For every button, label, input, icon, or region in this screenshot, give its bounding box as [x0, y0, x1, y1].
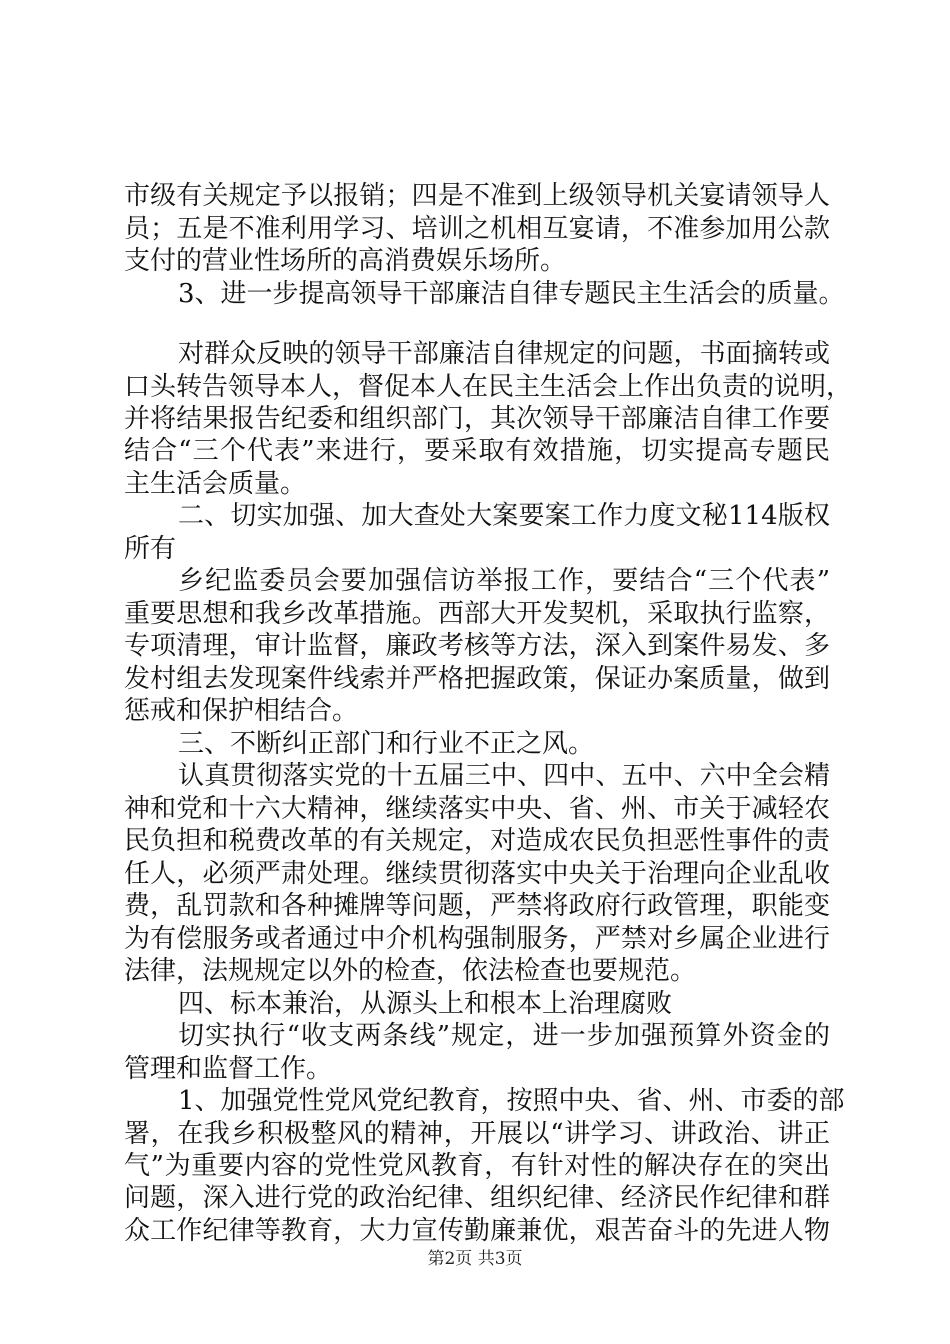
text-line-15: 发村组去发现案件线索并严格把握政策，保证办案质量，做到	[124, 664, 830, 694]
text-line-29: 署，在我乡积极整风的精神，开展以“讲学习、讲政治、讲正	[124, 1119, 830, 1149]
text-line-28: 1、加强党性党风党纪教育，按照中央、省、州、市委的部	[178, 1086, 845, 1116]
text-line-21: 任人，必须严肃处理。继续贯彻落实中央关于治理向企业乱收	[124, 859, 830, 889]
text-line-11: 所有	[124, 534, 177, 564]
text-line-13: 重要思想和我乡改革措施。西部大开发契机，采取执行监察，	[124, 599, 830, 629]
text-line-26: 切实执行“收支两条线”规定，进一步加强预算外资金的	[178, 1021, 830, 1051]
text-line-14: 专项清理，审计监督，廉政考核等方法，深入到案件易发、多	[124, 631, 830, 661]
text-line-4: 3、进一步提高领导干部廉洁自律专题民主生活会的质量。	[178, 279, 845, 309]
page-footer: 第2页 共3页	[427, 1249, 523, 1269]
section-heading-2: 二、切实加强、加大查处大案要案工作力度文秘114版权	[178, 501, 830, 531]
text-line-5: 对群众反映的领导干部廉洁自律规定的问题，书面摘转或	[178, 339, 830, 369]
text-line-7: 并将结果报告纪委和组织部门，其次领导干部廉洁自律工作要	[124, 404, 830, 434]
text-line-18: 认真贯彻落实党的十五届三中、四中、五中、六中全会精	[178, 761, 830, 791]
text-line-20: 民负担和税费改革的有关规定，对造成农民负担恶性事件的责	[124, 826, 830, 856]
text-line-30: 气”为重要内容的党性党风教育，有针对性的解决存在的突出	[124, 1151, 830, 1181]
section-heading-3: 三、不断纠正部门和行业不正之风。	[178, 729, 595, 759]
text-line-6: 口头转告领导本人，督促本人在民主生活会上作出负责的说明，	[124, 372, 853, 402]
text-line-16: 惩戒和保护相结合。	[124, 696, 359, 726]
text-line-22: 费，乱罚款和各种摊牌等问题，严禁将政府行政管理，职能变	[124, 891, 830, 921]
text-line-3: 支付的营业性场所的高消费娱乐场所。	[124, 246, 567, 276]
text-line-23: 为有偿服务或者通过中介机构强制服务，严禁对乡属企业进行	[124, 924, 830, 954]
text-line-8: 结合“三个代表”来进行，要采取有效措施，切实提高专题民	[124, 436, 830, 466]
text-line-31: 问题，深入进行党的政治纪律、组织纪律、经济民作纪律和群	[124, 1183, 830, 1213]
text-line-27: 管理和监督工作。	[124, 1054, 333, 1084]
text-line-19: 神和党和十六大精神，继续落实中央、省、州、市关于减轻农	[124, 794, 830, 824]
text-line-12: 乡纪监委员会要加强信访举报工作，要结合“三个代表”	[178, 566, 830, 596]
text-line-24: 法律，法规规定以外的检查，依法检查也要规范。	[124, 956, 697, 986]
text-line-1: 市级有关规定予以报销；四是不准到上级领导机关宴请领导人	[124, 181, 830, 211]
text-line-2: 员；五是不准利用学习、培训之机相互宴请，不准参加用公款	[124, 214, 830, 244]
text-line-9: 主生活会质量。	[124, 469, 307, 499]
section-heading-4: 四、标本兼治，从源头上和根本上治理腐败	[178, 989, 673, 1019]
text-line-32: 众工作纪律等教育，大力宣传勤廉兼优，艰苦奋斗的先进人物	[124, 1216, 830, 1246]
